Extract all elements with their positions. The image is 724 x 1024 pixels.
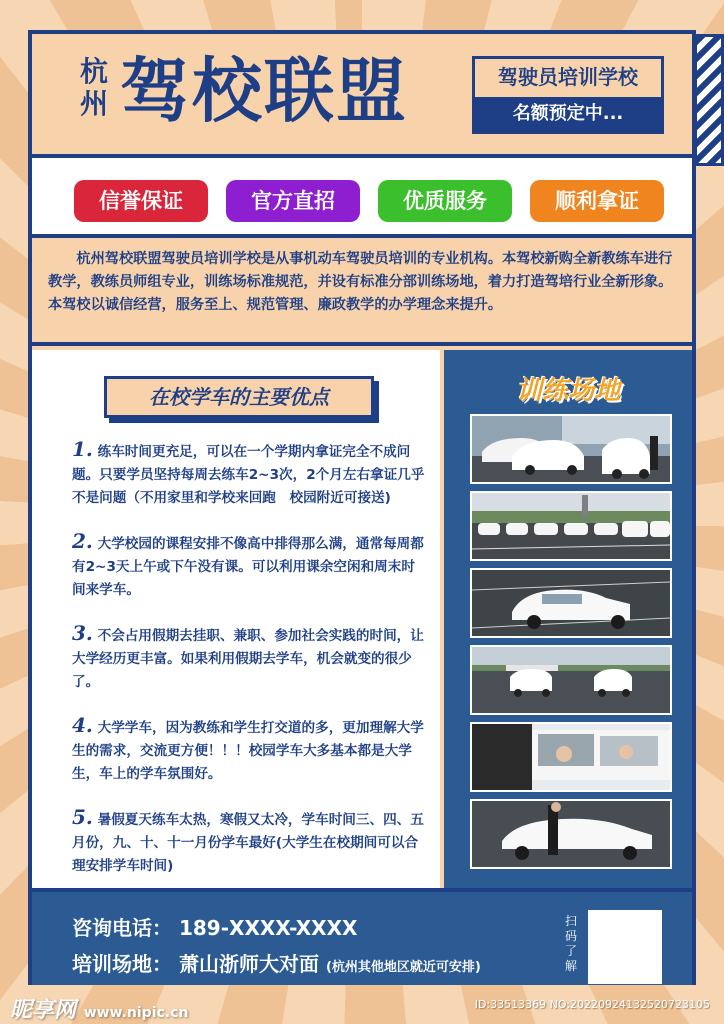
tag-official-recruit: 官方直招 — [226, 180, 360, 222]
watermark-logo — [10, 993, 188, 1024]
venue-photo-1 — [470, 414, 672, 484]
item-text: 大学校园的课程安排不像高中排得那么满，通常每周都有2~3天上午或下午没有课。可以利用课余空闲和周末时间来学车。 — [72, 536, 424, 598]
phone-number: 189-XXXX-XXXX — [178, 916, 358, 940]
scan-hint: 扫码了解 — [564, 914, 577, 973]
item-text: 暑假夏天练车太热，寒假又太冷，学车时间三、四、五月份，九、十、十一月份学车最好(大学生在校期间可以合理安排学车时间) — [72, 812, 424, 874]
site-note: (杭州其他地区就近可安排) — [325, 960, 481, 975]
venue-photo-2 — [470, 491, 672, 561]
advantages-panel — [32, 350, 440, 888]
page-title: 驾校联盟 — [120, 50, 408, 132]
qr-code-placeholder — [588, 910, 662, 984]
footer-contact — [32, 888, 692, 985]
site-name: 萧山浙师大对面 — [178, 952, 319, 976]
list-item — [72, 714, 428, 786]
list-item — [72, 530, 428, 602]
watermark-id: ID:33513369 NO:20220924132520723105 — [474, 998, 710, 1011]
list-item — [72, 438, 428, 510]
contact-site-row — [72, 948, 481, 977]
venue-photo-5 — [470, 722, 672, 792]
feature-tags — [32, 158, 692, 238]
item-number: 1. — [72, 437, 93, 461]
phone-label: 咨询电话： — [72, 916, 172, 940]
badge-booking-status: 名额预定中... — [475, 97, 661, 131]
item-text: 不会占用假期去挂职、兼职、参加社会实践的时间，让大学经历更丰富。如果利用假期去学车，机会就变的很少了。 — [72, 628, 424, 690]
item-number: 4. — [72, 713, 93, 737]
watermark-logo-text: 昵享网 — [10, 998, 77, 1023]
advantages-list — [72, 438, 428, 898]
item-text: 练车时间更充足，可以在一个学期内拿证完全不成问题。只要学员坚持每周去练车2~3次，2个月左右拿证几乎不是问题（不用家里和学校来回跑 校园附近可接送) — [72, 444, 425, 506]
list-item — [72, 622, 428, 694]
poster-frame — [28, 30, 696, 985]
city-label: 杭州 — [79, 55, 108, 120]
venue-photo-3 — [470, 568, 672, 638]
venue-photo-6 — [470, 799, 672, 869]
venue-title: 训练场地 — [515, 376, 620, 406]
list-item — [72, 806, 428, 878]
venue-panel — [444, 350, 692, 888]
tag-reputation: 信誉保证 — [74, 180, 208, 222]
item-number: 2. — [72, 529, 93, 553]
item-number: 3. — [72, 621, 93, 645]
header — [32, 34, 692, 158]
item-text: 大学学车，因为教练和学生打交道的多，更加理解大学生的需求，交流更方便！！！校园学车大多基本都是大学生，车上的学车氛围好。 — [72, 720, 424, 782]
contact-phone-row — [72, 912, 357, 941]
school-badge — [472, 56, 664, 134]
advantages-title: 在校学车的主要优点 — [104, 376, 374, 418]
intro-paragraph: 杭州驾校联盟驾驶员培训学校是从事机动车驾驶员培训的专业机构。本驾校新购全新教练车进行教学，教练员师组专业，训练场标准规范，并设有标准分部训练场地，着力打造驾培行业全新形象。本驾校以诚信经营，服务至上、规范管理、廉政教学的办学理念来提升。 — [48, 251, 673, 313]
site-label: 培训场地： — [72, 952, 172, 976]
decorative-stripes — [694, 34, 724, 166]
item-number: 5. — [72, 805, 93, 829]
venue-photo-4 — [470, 645, 672, 715]
main-content — [32, 342, 692, 888]
tag-license: 顺利拿证 — [530, 180, 664, 222]
badge-school-name: 驾驶员培训学校 — [498, 65, 638, 89]
watermark-url: www.nipic.cn — [83, 1005, 189, 1021]
tag-quality-service: 优质服务 — [378, 180, 512, 222]
